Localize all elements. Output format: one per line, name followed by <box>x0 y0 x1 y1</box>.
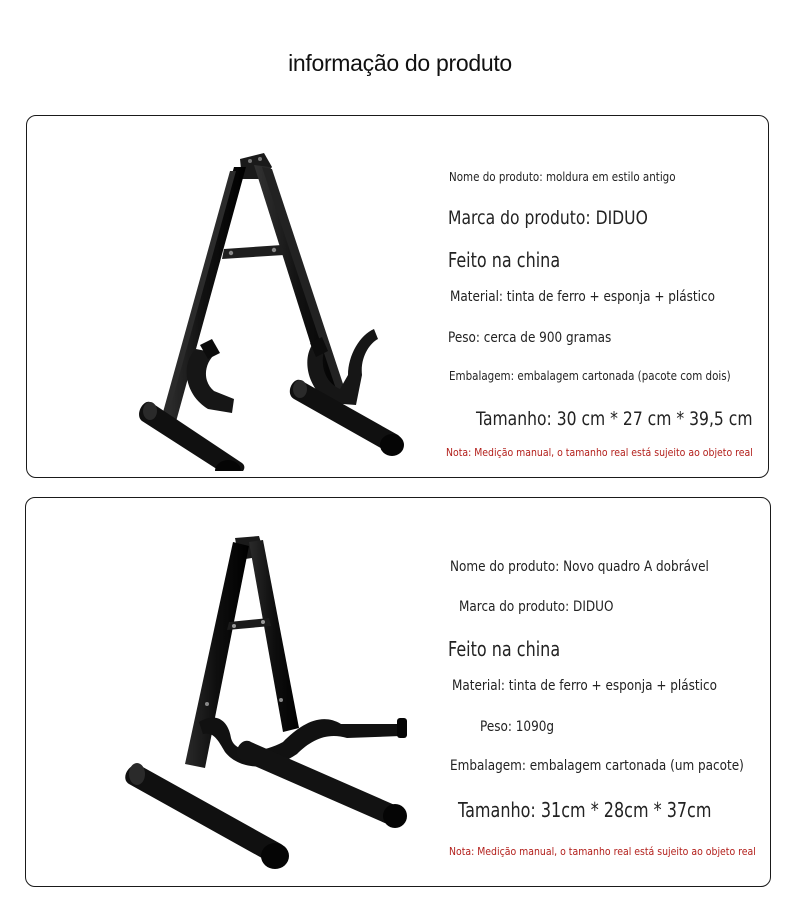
product-name: Nome do produto: moldura em estilo antigo <box>449 170 676 184</box>
folding-guitar-stand-icon <box>101 528 411 878</box>
product-size: Tamanho: 30 cm * 27 cm * 39,5 cm <box>476 408 753 430</box>
product-name: Nome do produto: Novo quadro A dobrável <box>450 559 709 575</box>
page-title: informação do produto <box>288 50 512 76</box>
product-card-1 <box>26 115 769 478</box>
product-packaging: Embalagem: embalagem cartonada (um pacote) <box>450 758 744 774</box>
product-weight: Peso: 1090g <box>480 719 555 735</box>
product-origin: Feito na china <box>448 637 561 661</box>
product-brand: Marca do produto: DIDUO <box>448 207 648 229</box>
product-size: Tamanho: 31cm * 28cm * 37cm <box>458 798 712 822</box>
product-origin: Feito na china <box>448 248 561 272</box>
guitar-stand-icon <box>112 131 412 471</box>
product-packaging: Embalagem: embalagem cartonada (pacote com dois) <box>449 369 731 383</box>
product-weight: Peso: cerca de 900 gramas <box>448 330 612 346</box>
measurement-note: Nota: Medição manual, o tamanho real está sujeito ao objeto real <box>449 845 756 858</box>
product-card-2 <box>25 497 771 887</box>
product-brand: Marca do produto: DIDUO <box>459 599 614 615</box>
product-material: Material: tinta de ferro + esponja + plástico <box>452 678 717 694</box>
product-material: Material: tinta de ferro + esponja + plástico <box>450 289 715 305</box>
measurement-note: Nota: Medição manual, o tamanho real está sujeito ao objeto real <box>446 446 753 459</box>
